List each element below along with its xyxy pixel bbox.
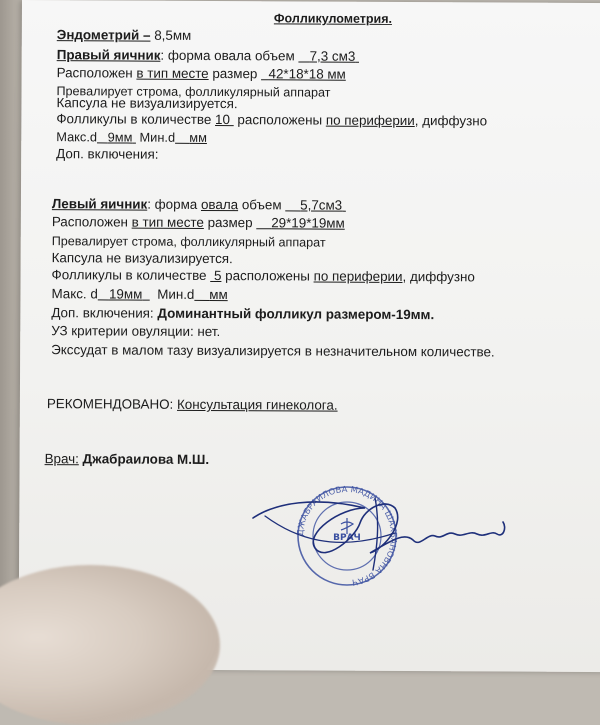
right-ovary-follicles-periphery: по периферии: [325, 112, 415, 129]
right-ovary-follicles-prefix: Фолликулы в количестве: [56, 111, 212, 127]
right-ovary-follicles-located: расположены: [237, 112, 323, 128]
left-ovary-min-label: Мин.d: [157, 286, 195, 302]
left-ovary-stroma: Превалирует строма, фолликулярный аппарат: [51, 234, 326, 250]
right-ovary-follicles-suffix: , диффузно: [414, 113, 488, 129]
left-ovary-shape-line: [52, 196, 346, 214]
left-ovary-follicles-prefix: Фолликулы в количестве: [51, 267, 207, 283]
stamp-and-signature: [245, 478, 515, 588]
exudate-note: Экссудат в малом тазу визуализируется в незначительном количестве.: [51, 342, 495, 360]
document-title: Фолликулометрия.: [273, 11, 393, 26]
recommendation-label: РЕКОМЕНДОВАНО:: [46, 396, 174, 412]
left-ovary-inclusions-label: Доп. включения:: [51, 305, 154, 321]
right-ovary-follicles-line: [56, 111, 487, 129]
left-ovary-location-line: [52, 214, 345, 232]
right-ovary-size-label: размер: [212, 65, 258, 82]
right-ovary-shape-text: : форма овала объем: [160, 47, 295, 64]
right-ovary-inclusions: Доп. включения:: [56, 146, 159, 162]
left-ovary-diameter-line: [51, 286, 227, 303]
left-ovary-max-label: Макс. d: [51, 286, 98, 302]
right-ovary-stroma: Превалирует строма, фолликулярный аппарат: [56, 84, 331, 100]
left-ovary-shape-text: : форма: [147, 196, 198, 212]
left-ovary-max-value: 19мм: [108, 286, 143, 302]
left-ovary-follicles-periphery: по периферии: [313, 268, 403, 284]
left-ovary-inclusions-line: [51, 305, 434, 323]
left-ovary-location-prefix: Расположен: [51, 214, 128, 230]
left-ovary-min-value: мм: [209, 286, 228, 303]
doctor-name: Джабраилова М.Ш.: [82, 451, 210, 467]
left-ovary-label: Левый яичник: [51, 196, 148, 212]
left-ovary-inclusions-value: Доминантный фолликул размером-19мм.: [157, 305, 435, 323]
stamp-center-word: ВРАЧ: [333, 533, 361, 543]
recommendation-line: [47, 396, 338, 414]
right-ovary-label: Правый яичник: [56, 47, 161, 63]
doctor-stamp: [296, 485, 398, 587]
right-ovary-size: 42*18*18 мм: [268, 66, 346, 82]
left-ovary-volume-label: объем: [241, 197, 282, 213]
left-ovary-follicles-count: 5: [213, 268, 222, 284]
right-ovary-min-value: мм: [189, 129, 207, 145]
right-ovary-location-line: [57, 65, 346, 83]
left-ovary-follicles-suffix: , диффузно: [402, 268, 475, 285]
right-ovary-location-typical: в тип месте: [136, 65, 209, 81]
left-ovary-volume: 5,7см3: [300, 197, 343, 213]
left-ovary-follicles-line: [52, 267, 475, 285]
endometrium-value: 8,5мм: [154, 27, 192, 43]
doctor-line: [45, 451, 210, 468]
ovulation-criteria: УЗ критерии овуляции: нет.: [51, 323, 221, 340]
right-ovary-capsule: Капсула не визуализируется.: [56, 95, 238, 112]
left-ovary-follicles-located: расположены: [225, 268, 310, 284]
stamp-text: ДЖАБРАИЛОВА МАДИНА ШАХБАНОВНА ВРАЧ: [295, 484, 399, 587]
recommendation-value: Консультация гинеколога.: [176, 396, 338, 413]
right-ovary-max-label: Макс.d: [56, 129, 98, 145]
right-ovary-volume: 7,3 см3: [309, 48, 356, 64]
left-ovary-size-label: размер: [207, 214, 253, 231]
right-ovary-location-prefix: Расположен: [56, 65, 133, 81]
left-ovary-capsule: Капсула не визуализируется.: [51, 250, 233, 267]
doctor-label: Врач:: [44, 451, 79, 467]
left-ovary-location-typical: в тип месте: [131, 214, 204, 230]
left-ovary-shape: овала: [200, 196, 239, 213]
right-ovary-diameter-line: [56, 129, 207, 146]
endometrium-line: [57, 27, 192, 44]
endometrium-label: Эндометрий –: [56, 27, 151, 43]
right-ovary-follicles-count: 10: [215, 112, 231, 128]
right-ovary-shape-line: [57, 47, 359, 65]
left-ovary-size: 29*19*19мм: [271, 215, 345, 231]
right-ovary-max-value: 9мм: [107, 129, 133, 145]
right-ovary-min-label: Мин.d: [139, 129, 176, 145]
